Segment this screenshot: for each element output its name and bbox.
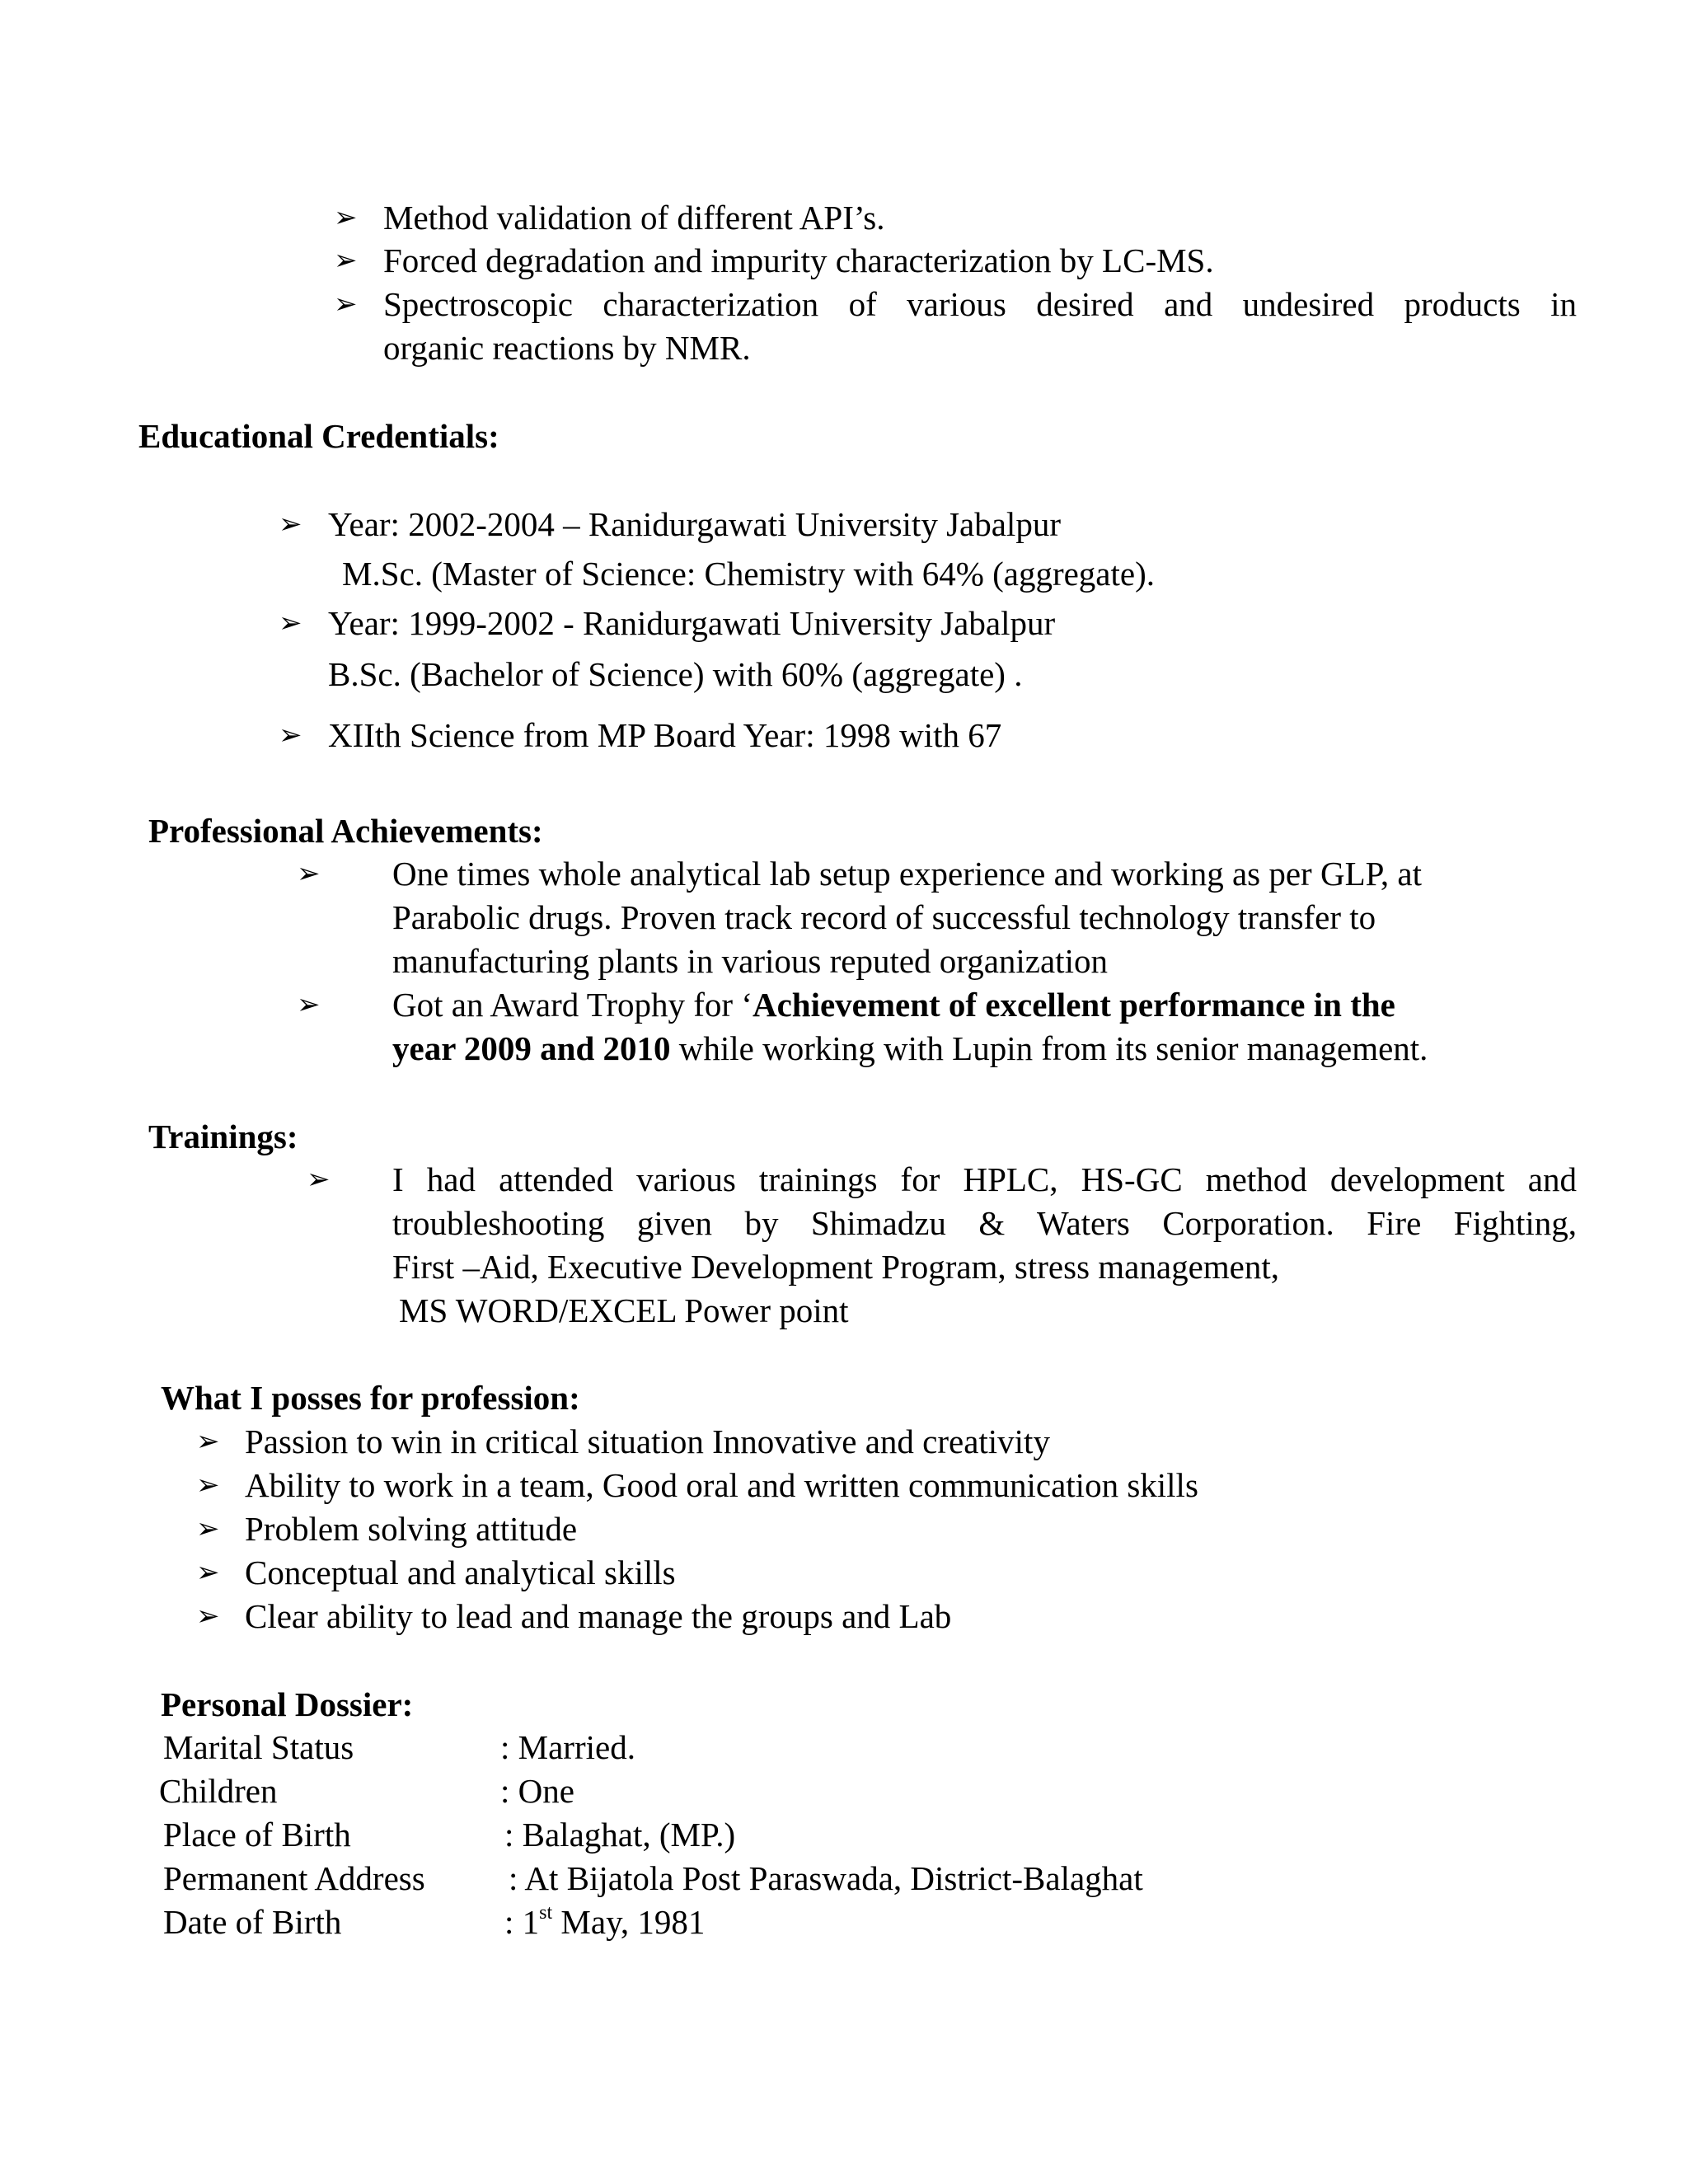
achievement-award — [392, 983, 1395, 1026]
education-heading: Educational Credentials: — [138, 417, 499, 455]
possess-item: Clear ability to lead and manage the groups and Lab — [245, 1597, 952, 1635]
dob-rest: May, 1981 — [552, 1903, 706, 1941]
trainings-heading: Trainings: — [148, 1118, 298, 1155]
achievement-item-continuation: Parabolic drugs. Proven track record of successful technology transfer to — [392, 898, 1376, 936]
possess-item: Conceptual and analytical skills — [245, 1554, 676, 1591]
personal-label: Place of Birth — [163, 1816, 351, 1854]
education-item-detail: M.Sc. (Master of Science: Chemistry with 64% (aggregate). — [342, 555, 1156, 593]
achievements-heading: Professional Achievements: — [148, 812, 543, 850]
possess-item: Ability to work in a team, Good oral and written communication skills — [245, 1466, 1198, 1504]
bullet-arrow-icon: ➢ — [334, 244, 358, 277]
personal-label: Permanent Address — [163, 1859, 425, 1897]
training-text: troubleshooting given by Shimadzu & Waters Corporation. Fire Fighting, — [392, 1204, 1577, 1242]
possess-item: Passion to win in critical situation Innovative and creativity — [245, 1422, 1050, 1460]
bullet-arrow-icon: ➢ — [307, 1163, 331, 1196]
bullet-arrow-icon: ➢ — [279, 508, 302, 541]
bullet-arrow-icon: ➢ — [297, 988, 321, 1021]
personal-label: Children — [159, 1772, 278, 1810]
personal-value: : Balaghat, (MP.) — [504, 1816, 736, 1854]
intro-bullet: Method validation of different API’s. — [383, 199, 885, 237]
personal-heading: Personal Dossier: — [161, 1685, 414, 1723]
achievement-item-continuation: manufacturing plants in various reputed organization — [392, 942, 1108, 980]
education-item: Year: 2002-2004 – Ranidurgawati University Jabalpur — [328, 505, 1061, 543]
possess-item: Problem solving attitude — [245, 1510, 578, 1548]
bullet-arrow-icon: ➢ — [196, 1425, 220, 1458]
bullet-arrow-icon: ➢ — [334, 288, 358, 321]
award-text: while working with Lupin from its senior management. — [670, 1029, 1428, 1067]
intro-bullet: Forced degradation and impurity characterization by LC-MS. — [383, 241, 1214, 279]
achievement-award-continuation — [392, 1027, 1428, 1070]
bullet-arrow-icon: ➢ — [196, 1556, 220, 1589]
personal-label: Marital Status — [163, 1728, 354, 1766]
bullet-arrow-icon: ➢ — [196, 1469, 220, 1502]
training-text: First –Aid, Executive Development Program, stress management, — [392, 1248, 1280, 1286]
bullet-arrow-icon: ➢ — [196, 1600, 220, 1633]
education-item: XIIth Science from MP Board Year: 1998 with 67 — [328, 716, 1002, 754]
intro-bullet-continuation: organic reactions by NMR. — [383, 329, 751, 367]
bullet-arrow-icon: ➢ — [279, 607, 302, 640]
education-item-detail: B.Sc. (Bachelor of Science) with 60% (aggregate) . — [328, 655, 1023, 693]
dob-ordinal: st — [539, 1902, 553, 1924]
award-title: Achievement of excellent performance in the — [752, 986, 1395, 1024]
training-text: I had attended various trainings for HPLC, HS-GC method development and — [392, 1160, 1577, 1198]
personal-value: : At Bijatola Post Paraswada, District-Balaghat — [509, 1859, 1143, 1897]
achievement-item: One times whole analytical lab setup experience and working as per GLP, at — [392, 855, 1422, 893]
personal-label: Date of Birth — [163, 1903, 342, 1941]
training-text: MS WORD/EXCEL Power point — [399, 1291, 849, 1329]
bullet-arrow-icon: ➢ — [297, 857, 321, 890]
award-years: year 2009 and 2010 — [392, 1029, 671, 1067]
bullet-arrow-icon: ➢ — [334, 201, 358, 234]
dob-day: : 1 — [504, 1903, 540, 1941]
intro-bullet: Spectroscopic characterization of various desired and undesired products in — [383, 285, 1577, 323]
bullet-arrow-icon: ➢ — [196, 1512, 220, 1545]
possess-heading: What I posses for profession: — [161, 1379, 580, 1417]
personal-value-dob — [504, 1900, 705, 1943]
award-text: Got an Award Trophy for ‘ — [392, 986, 753, 1024]
bullet-arrow-icon: ➢ — [279, 719, 302, 752]
education-item: Year: 1999-2002 - Ranidurgawati University Jabalpur — [328, 604, 1056, 642]
personal-value: : Married. — [500, 1728, 635, 1766]
personal-value: : One — [500, 1772, 574, 1810]
